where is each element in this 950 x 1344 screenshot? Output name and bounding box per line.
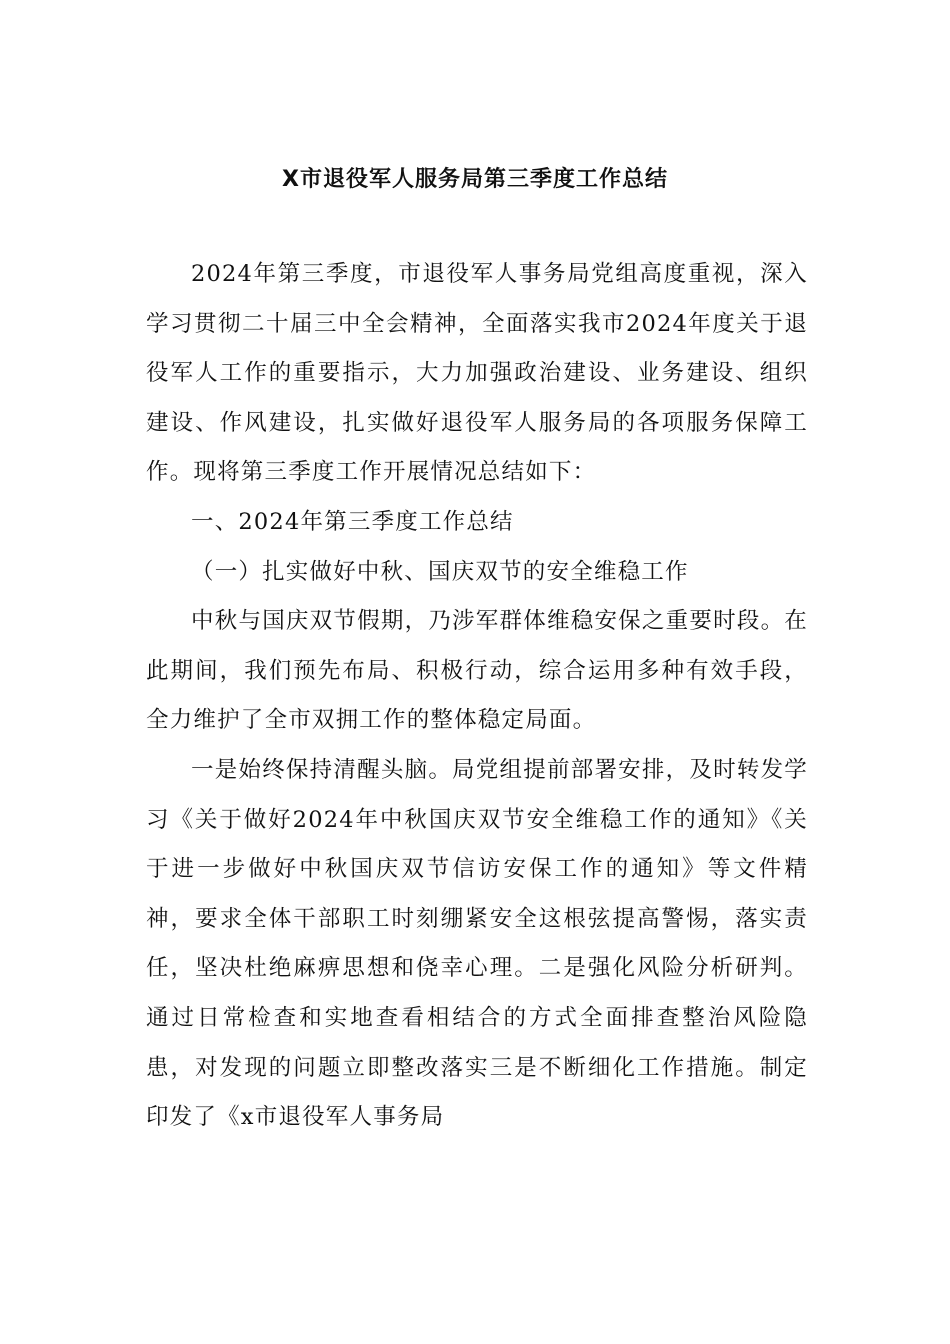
document-body [146, 250, 808, 1143]
subsection-heading: （一）扎实做好中秋、国庆双节的安全维稳工作 [191, 558, 689, 585]
holiday-paragraph: 中秋与国庆双节假期，乃涉军群体维稳安保之重要时段。在此期间，我们预先布局、积极行动，综合运用多种有效手段，全力维护了全市双拥工作的整体稳定局面。 [146, 608, 808, 734]
section-heading: 一、2024年第三季度工作总结 [191, 508, 514, 535]
intro-paragraph: 2024年第三季度，市退役军人事务局党组高度重视，深入学习贯彻二十届三中全会精神，全面落实我市2024年度关于退役军人工作的重要指示，大力加强政治建设、业务建设、组织建设、作风建设，扎实做好退役军人服务局的各项服务保障工作。现将第三季度工作开展情况总结如下： [146, 261, 808, 486]
measures-paragraph: 一是始终保持清醒头脑。局党组提前部署安排，及时转发学习《关于做好2024年中秋国庆双节安全维稳工作的通知》《关于进一步做好中秋国庆双节信访安保工作的通知》等文件精神，要求全体干部职工时刻绷紧安全这根弦提高警惕，落实责任，坚决杜绝麻痹思想和侥幸心理。二是强化风险分析研判。通过日常检查和实地查看相结合的方式全面排查整治风险隐患，对发现的问题立即整改落实三是不断细化工作措施。制定印发了《x市退役军人事务局 [146, 756, 808, 1131]
document-title: X市退役军人服务局第三季度工作总结 [282, 167, 668, 192]
